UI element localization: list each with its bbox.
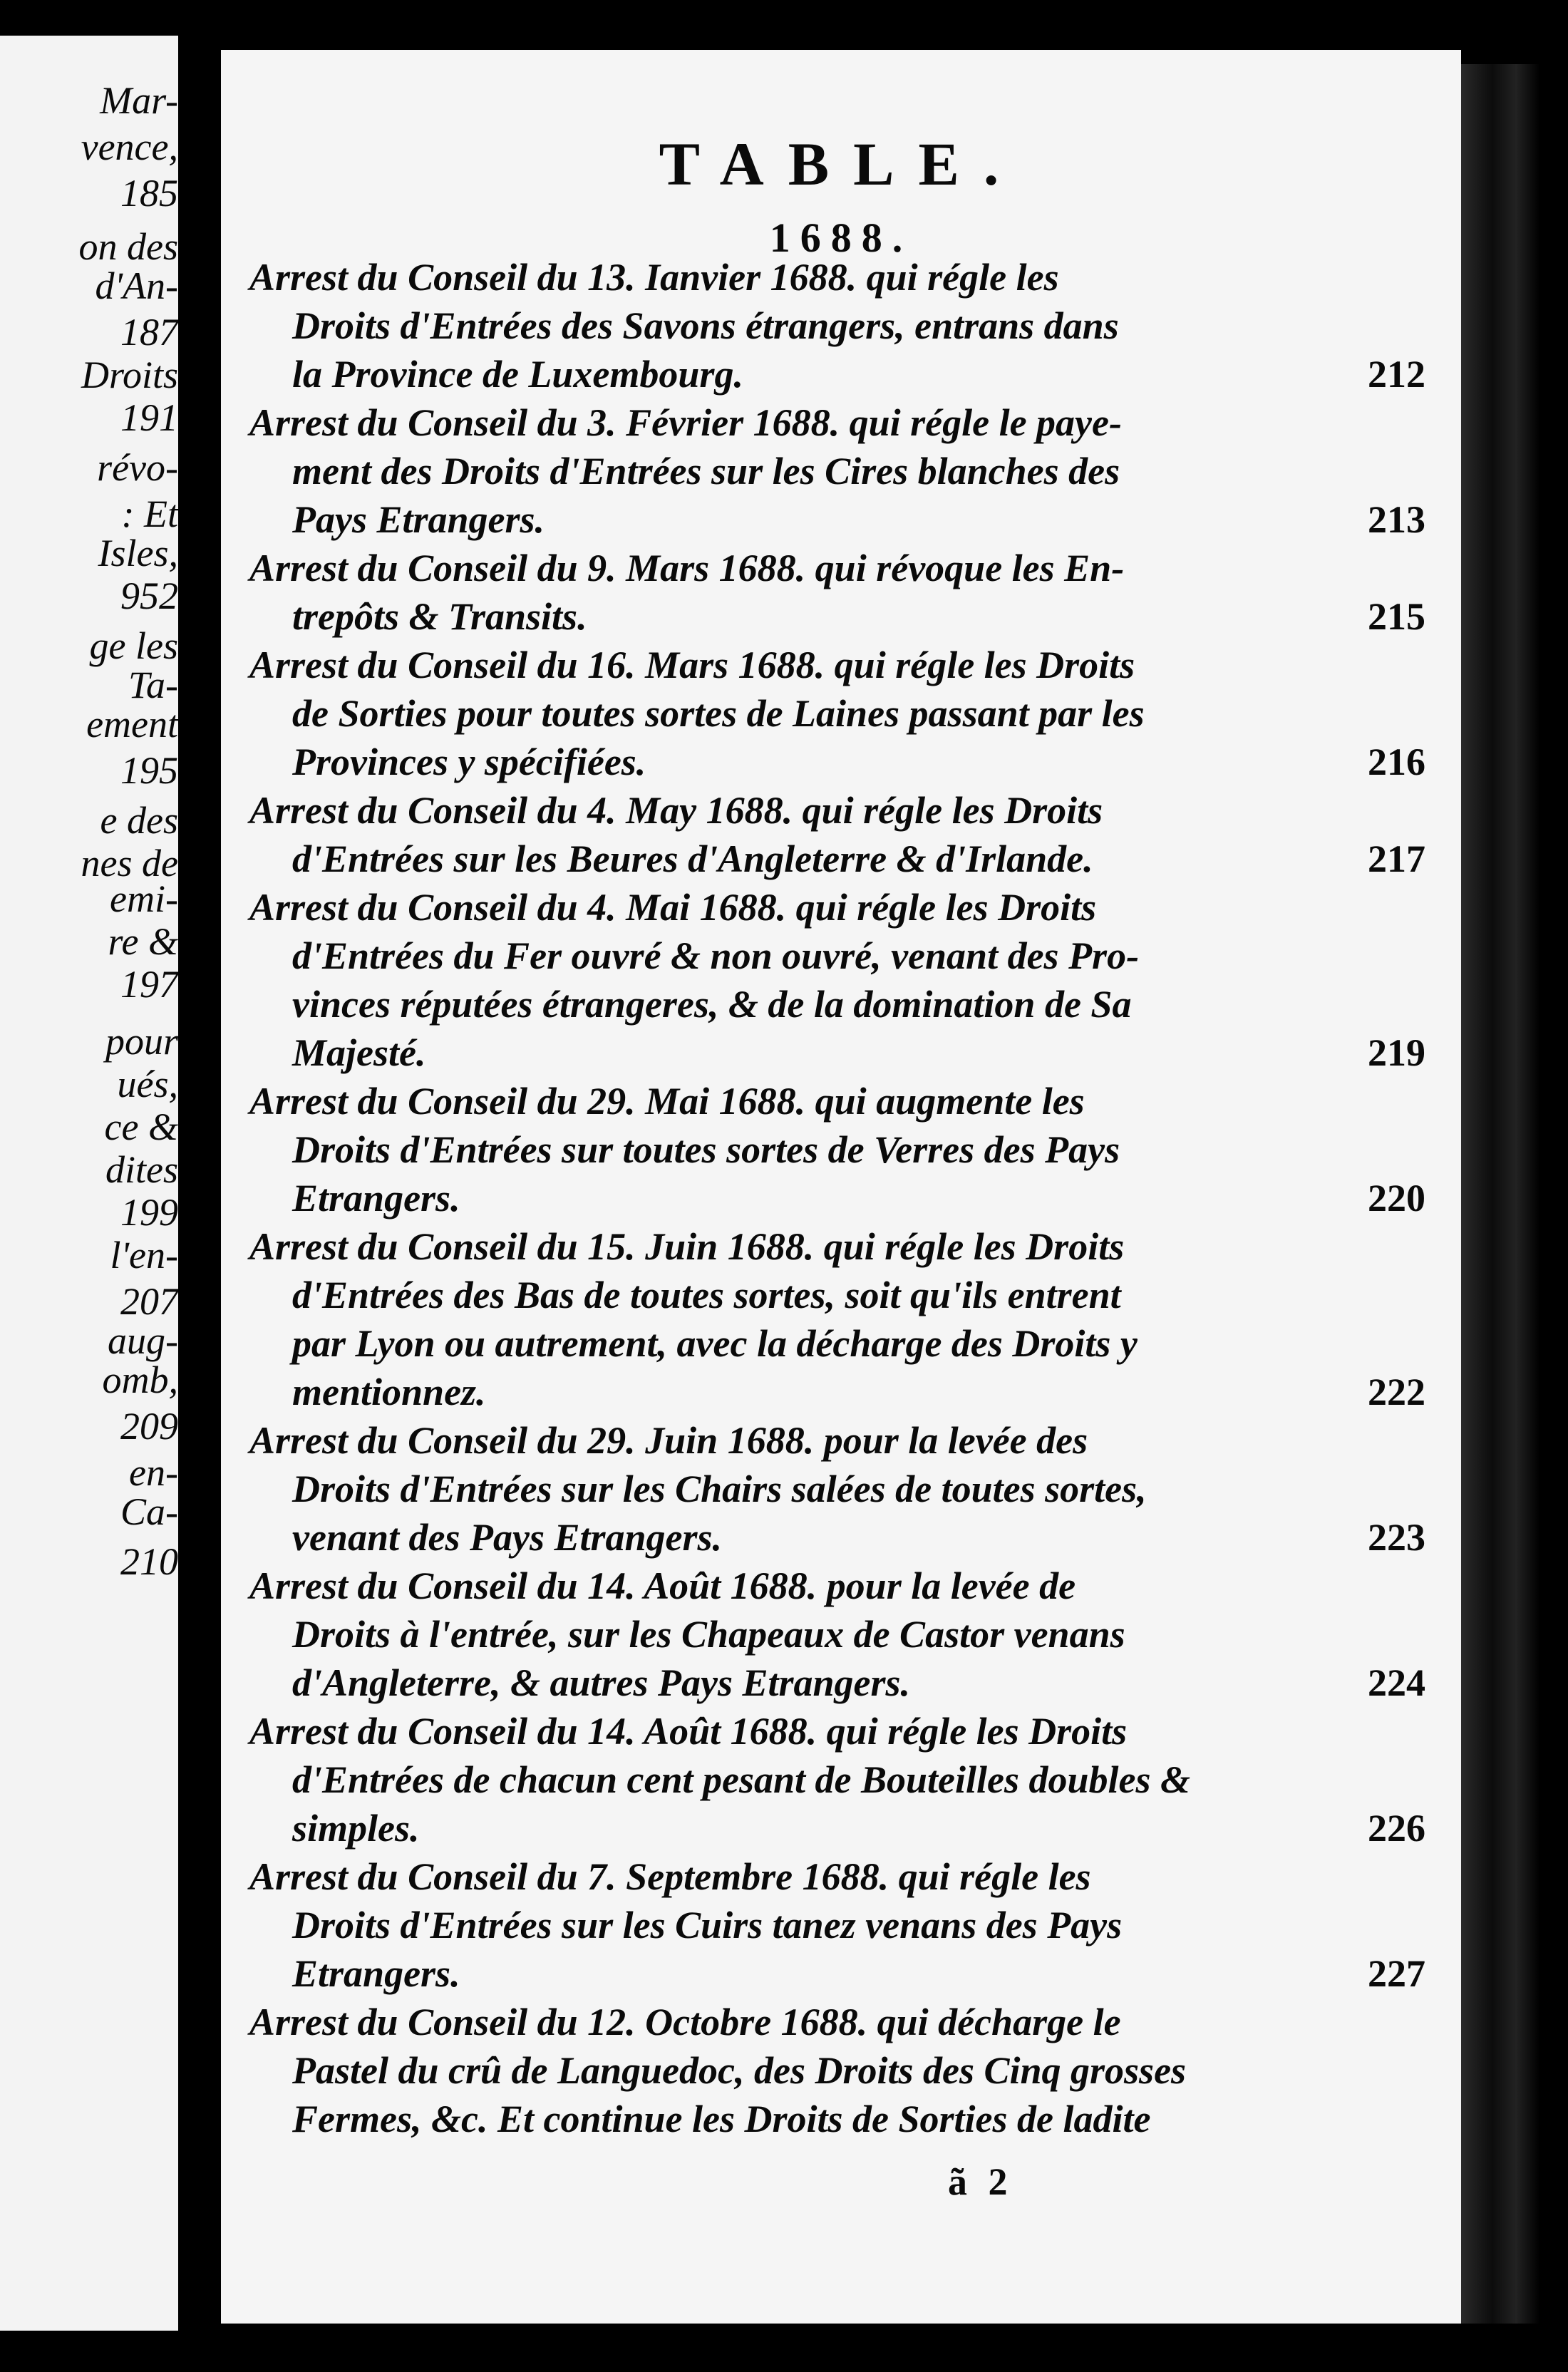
page-number: 216 — [1368, 741, 1425, 783]
facing-page — [0, 36, 178, 2331]
table-entry — [249, 1562, 1425, 1707]
facing-page-fragment: 197 — [120, 963, 178, 1006]
page-number: 212 — [1368, 353, 1425, 396]
facing-page-fragment: 210 — [120, 1540, 178, 1583]
page-number: 213 — [1368, 498, 1425, 541]
entry-text: d'Entrées du Fer ouvré & non ouvré, venant des Pro- — [292, 934, 1140, 977]
facing-page-fragment: Ca- — [120, 1490, 178, 1533]
entry-line — [249, 253, 1425, 301]
facing-page-fragment: d'An- — [95, 264, 178, 307]
entry-text: Arrest du Conseil du 12. Octobre 1688. qui décharge le — [249, 2001, 1121, 2043]
page-number: 217 — [1368, 837, 1425, 880]
entry-line — [249, 1852, 1425, 1901]
entry-text: d'Entrées de chacun cent pesant de Bouteilles doubles & — [292, 1758, 1191, 1801]
entry-line — [249, 1707, 1425, 1755]
facing-page-fragment: dites — [105, 1148, 178, 1191]
table-entry — [249, 544, 1425, 641]
table-entry — [249, 253, 1425, 398]
page-number: 219 — [1368, 1031, 1425, 1074]
facing-page-fragment: ce & — [104, 1105, 178, 1148]
page-number: 222 — [1368, 1371, 1425, 1413]
page-number: 223 — [1368, 1516, 1425, 1559]
page-number: 224 — [1368, 1661, 1425, 1704]
entry-text: Arrest du Conseil du 16. Mars 1688. qui régle les Droits — [249, 644, 1135, 686]
page-number: 220 — [1368, 1177, 1425, 1219]
entry-text: Arrest du Conseil du 4. May 1688. qui régle les Droits — [249, 789, 1103, 832]
entry-line — [249, 1271, 1425, 1319]
entry-line — [249, 1998, 1425, 2046]
table-entry — [249, 1416, 1425, 1562]
entry-text: d'Entrées sur les Beures d'Angleterre & d'Irlande. — [292, 837, 1093, 880]
entry-text: venant des Pays Etrangers. — [292, 1516, 723, 1559]
table-entry — [249, 1998, 1425, 2143]
entry-text: Arrest du Conseil du 29. Mai 1688. qui augmente les — [249, 1080, 1085, 1123]
facing-page-fragment: ement — [86, 703, 178, 746]
entry-text: vinces réputées étrangeres, & de la domination de Sa — [292, 983, 1132, 1026]
entry-line — [249, 980, 1425, 1028]
page-title: TABLE. — [659, 130, 1023, 198]
facing-page-fragment: 195 — [120, 749, 178, 792]
entry-line — [249, 1949, 1425, 1998]
facing-page-fragment: pour — [105, 1020, 178, 1063]
facing-page-fragment: Droits — [81, 354, 178, 396]
entry-line — [249, 1465, 1425, 1513]
entry-line — [249, 2046, 1425, 2095]
entry-text: Droits d'Entrées sur les Cuirs tanez venans des Pays — [292, 1904, 1123, 1946]
entry-text: la Province de Luxembourg. — [292, 353, 743, 396]
entry-text: d'Angleterre, & autres Pays Etrangers. — [292, 1661, 911, 1704]
facing-page-fragment: 191 — [120, 396, 178, 439]
facing-page-fragment: 952 — [120, 574, 178, 617]
entry-text: ment des Droits d'Entrées sur les Cires blanches des — [292, 450, 1120, 493]
facing-page-fragment: 187 — [120, 311, 178, 354]
facing-page-fragment: nes de — [81, 842, 178, 885]
entry-line — [249, 447, 1425, 495]
page-edge — [1461, 64, 1539, 2324]
entry-line — [249, 786, 1425, 835]
facing-page-fragment: en- — [129, 1451, 178, 1494]
entry-text: Arrest du Conseil du 13. Ianvier 1688. qui régle les — [249, 256, 1059, 299]
entry-text: simples. — [292, 1807, 420, 1850]
entry-line — [249, 350, 1425, 398]
entry-line — [249, 1125, 1425, 1174]
facing-page-fragment: 185 — [120, 172, 178, 215]
entry-line — [249, 1659, 1425, 1707]
entry-line — [249, 1368, 1425, 1416]
page-number: 226 — [1368, 1807, 1425, 1850]
entry-line — [249, 689, 1425, 738]
entry-text: de Sorties pour toutes sortes de Laines passant par les — [292, 692, 1145, 735]
entry-line — [249, 1222, 1425, 1271]
table-entry — [249, 1852, 1425, 1998]
facing-page-fragment: : Et — [121, 493, 178, 535]
entry-text: Etrangers. — [292, 1952, 460, 1995]
entry-line — [249, 398, 1425, 447]
entry-text: Pays Etrangers. — [292, 498, 545, 541]
entry-text: mentionnez. — [292, 1371, 486, 1413]
table-entry — [249, 786, 1425, 883]
table-entry — [249, 1707, 1425, 1852]
facing-page-fragment: e des — [100, 799, 178, 842]
entry-text: Arrest du Conseil du 3. Février 1688. qui régle le paye- — [249, 401, 1122, 444]
entry-line — [249, 2095, 1425, 2143]
entry-text: Droits d'Entrées des Savons étrangers, entrans dans — [292, 304, 1119, 347]
entry-line — [249, 1416, 1425, 1465]
entry-text: Arrest du Conseil du 15. Juin 1688. qui régle les Droits — [249, 1225, 1125, 1268]
entry-text: Droits d'Entrées sur les Chairs salées de toutes sortes, — [292, 1468, 1147, 1510]
entry-line — [249, 738, 1425, 786]
entry-line — [249, 641, 1425, 689]
entry-text: Provinces y spécifiées. — [292, 741, 646, 783]
entry-text: Pastel du crû de Languedoc, des Droits des Cinq grosses — [292, 2049, 1187, 2092]
book-gutter — [178, 0, 221, 2372]
facing-page-fragment: l'en- — [110, 1234, 178, 1277]
facing-page-fragment: ués, — [117, 1063, 178, 1105]
facing-page-fragment: Isles, — [98, 532, 178, 574]
facing-page-fragment: 207 — [120, 1280, 178, 1323]
entry-line — [249, 495, 1425, 544]
facing-page-fragment: Ta- — [128, 664, 178, 706]
table-entry — [249, 1222, 1425, 1416]
entry-text: Arrest du Conseil du 7. Septembre 1688. qui régle les — [249, 1855, 1091, 1898]
table-entry — [249, 398, 1425, 544]
table-entry — [249, 883, 1425, 1077]
page-number: 215 — [1368, 595, 1425, 638]
entry-text: Droits d'Entrées sur toutes sortes de Verres des Pays — [292, 1128, 1120, 1171]
facing-page-fragment: on des — [78, 225, 178, 268]
table-entry — [249, 1077, 1425, 1222]
facing-page-fragment: Mar- — [100, 79, 178, 122]
entry-text: Arrest du Conseil du 9. Mars 1688. qui révoque les En- — [249, 547, 1125, 589]
entry-text: Droits à l'entrée, sur les Chapeaux de Castor venans — [292, 1613, 1125, 1656]
facing-page-fragment: aug- — [108, 1319, 178, 1362]
facing-page-fragment: omb, — [102, 1358, 178, 1401]
facing-page-fragment: 209 — [120, 1405, 178, 1448]
page-number: 227 — [1368, 1952, 1425, 1995]
entry-text: par Lyon ou autrement, avec la décharge des Droits y — [292, 1322, 1138, 1365]
facing-page-fragment: 199 — [120, 1191, 178, 1234]
entry-line — [249, 592, 1425, 641]
entry-line — [249, 1562, 1425, 1610]
entry-line — [249, 1610, 1425, 1659]
entry-text: Arrest du Conseil du 14. Août 1688. qui régle les Droits — [249, 1710, 1128, 1753]
entry-line — [249, 1028, 1425, 1077]
entry-line — [249, 1174, 1425, 1222]
facing-page-fragment: révo- — [97, 446, 178, 489]
entry-line — [249, 1901, 1425, 1949]
entry-text: Majesté. — [292, 1031, 426, 1074]
entry-line — [249, 1077, 1425, 1125]
entry-line — [249, 883, 1425, 932]
entry-line — [249, 301, 1425, 350]
entry-line — [249, 1513, 1425, 1562]
facing-page-fragment: ge les — [89, 624, 178, 667]
entry-text: Fermes, &c. Et continue les Droits de Sorties de ladite — [292, 2098, 1151, 2140]
entry-text: Arrest du Conseil du 14. Août 1688. pour la levée de — [249, 1564, 1076, 1607]
entry-line — [249, 932, 1425, 980]
entry-line — [249, 1319, 1425, 1368]
facing-page-fragment: re & — [108, 920, 178, 963]
facing-page-fragment: vence, — [81, 125, 178, 168]
entry-text: Etrangers. — [292, 1177, 460, 1219]
year-heading: 1688. — [769, 215, 913, 261]
signature-mark: ã 2 — [948, 2160, 1013, 2203]
entry-line — [249, 1755, 1425, 1804]
entry-text: d'Entrées des Bas de toutes sortes, soit qu'ils entrent — [292, 1274, 1121, 1316]
facing-page-fragment: emi- — [110, 877, 178, 920]
entry-text: trepôts & Transits. — [292, 595, 587, 638]
entry-line — [249, 544, 1425, 592]
entry-text: Arrest du Conseil du 29. Juin 1688. pour la levée des — [249, 1419, 1088, 1462]
entry-line — [249, 835, 1425, 883]
entry-text: Arrest du Conseil du 4. Mai 1688. qui régle les Droits — [249, 886, 1097, 929]
entry-line — [249, 1804, 1425, 1852]
book-page — [221, 50, 1461, 2324]
table-entry — [249, 641, 1425, 786]
